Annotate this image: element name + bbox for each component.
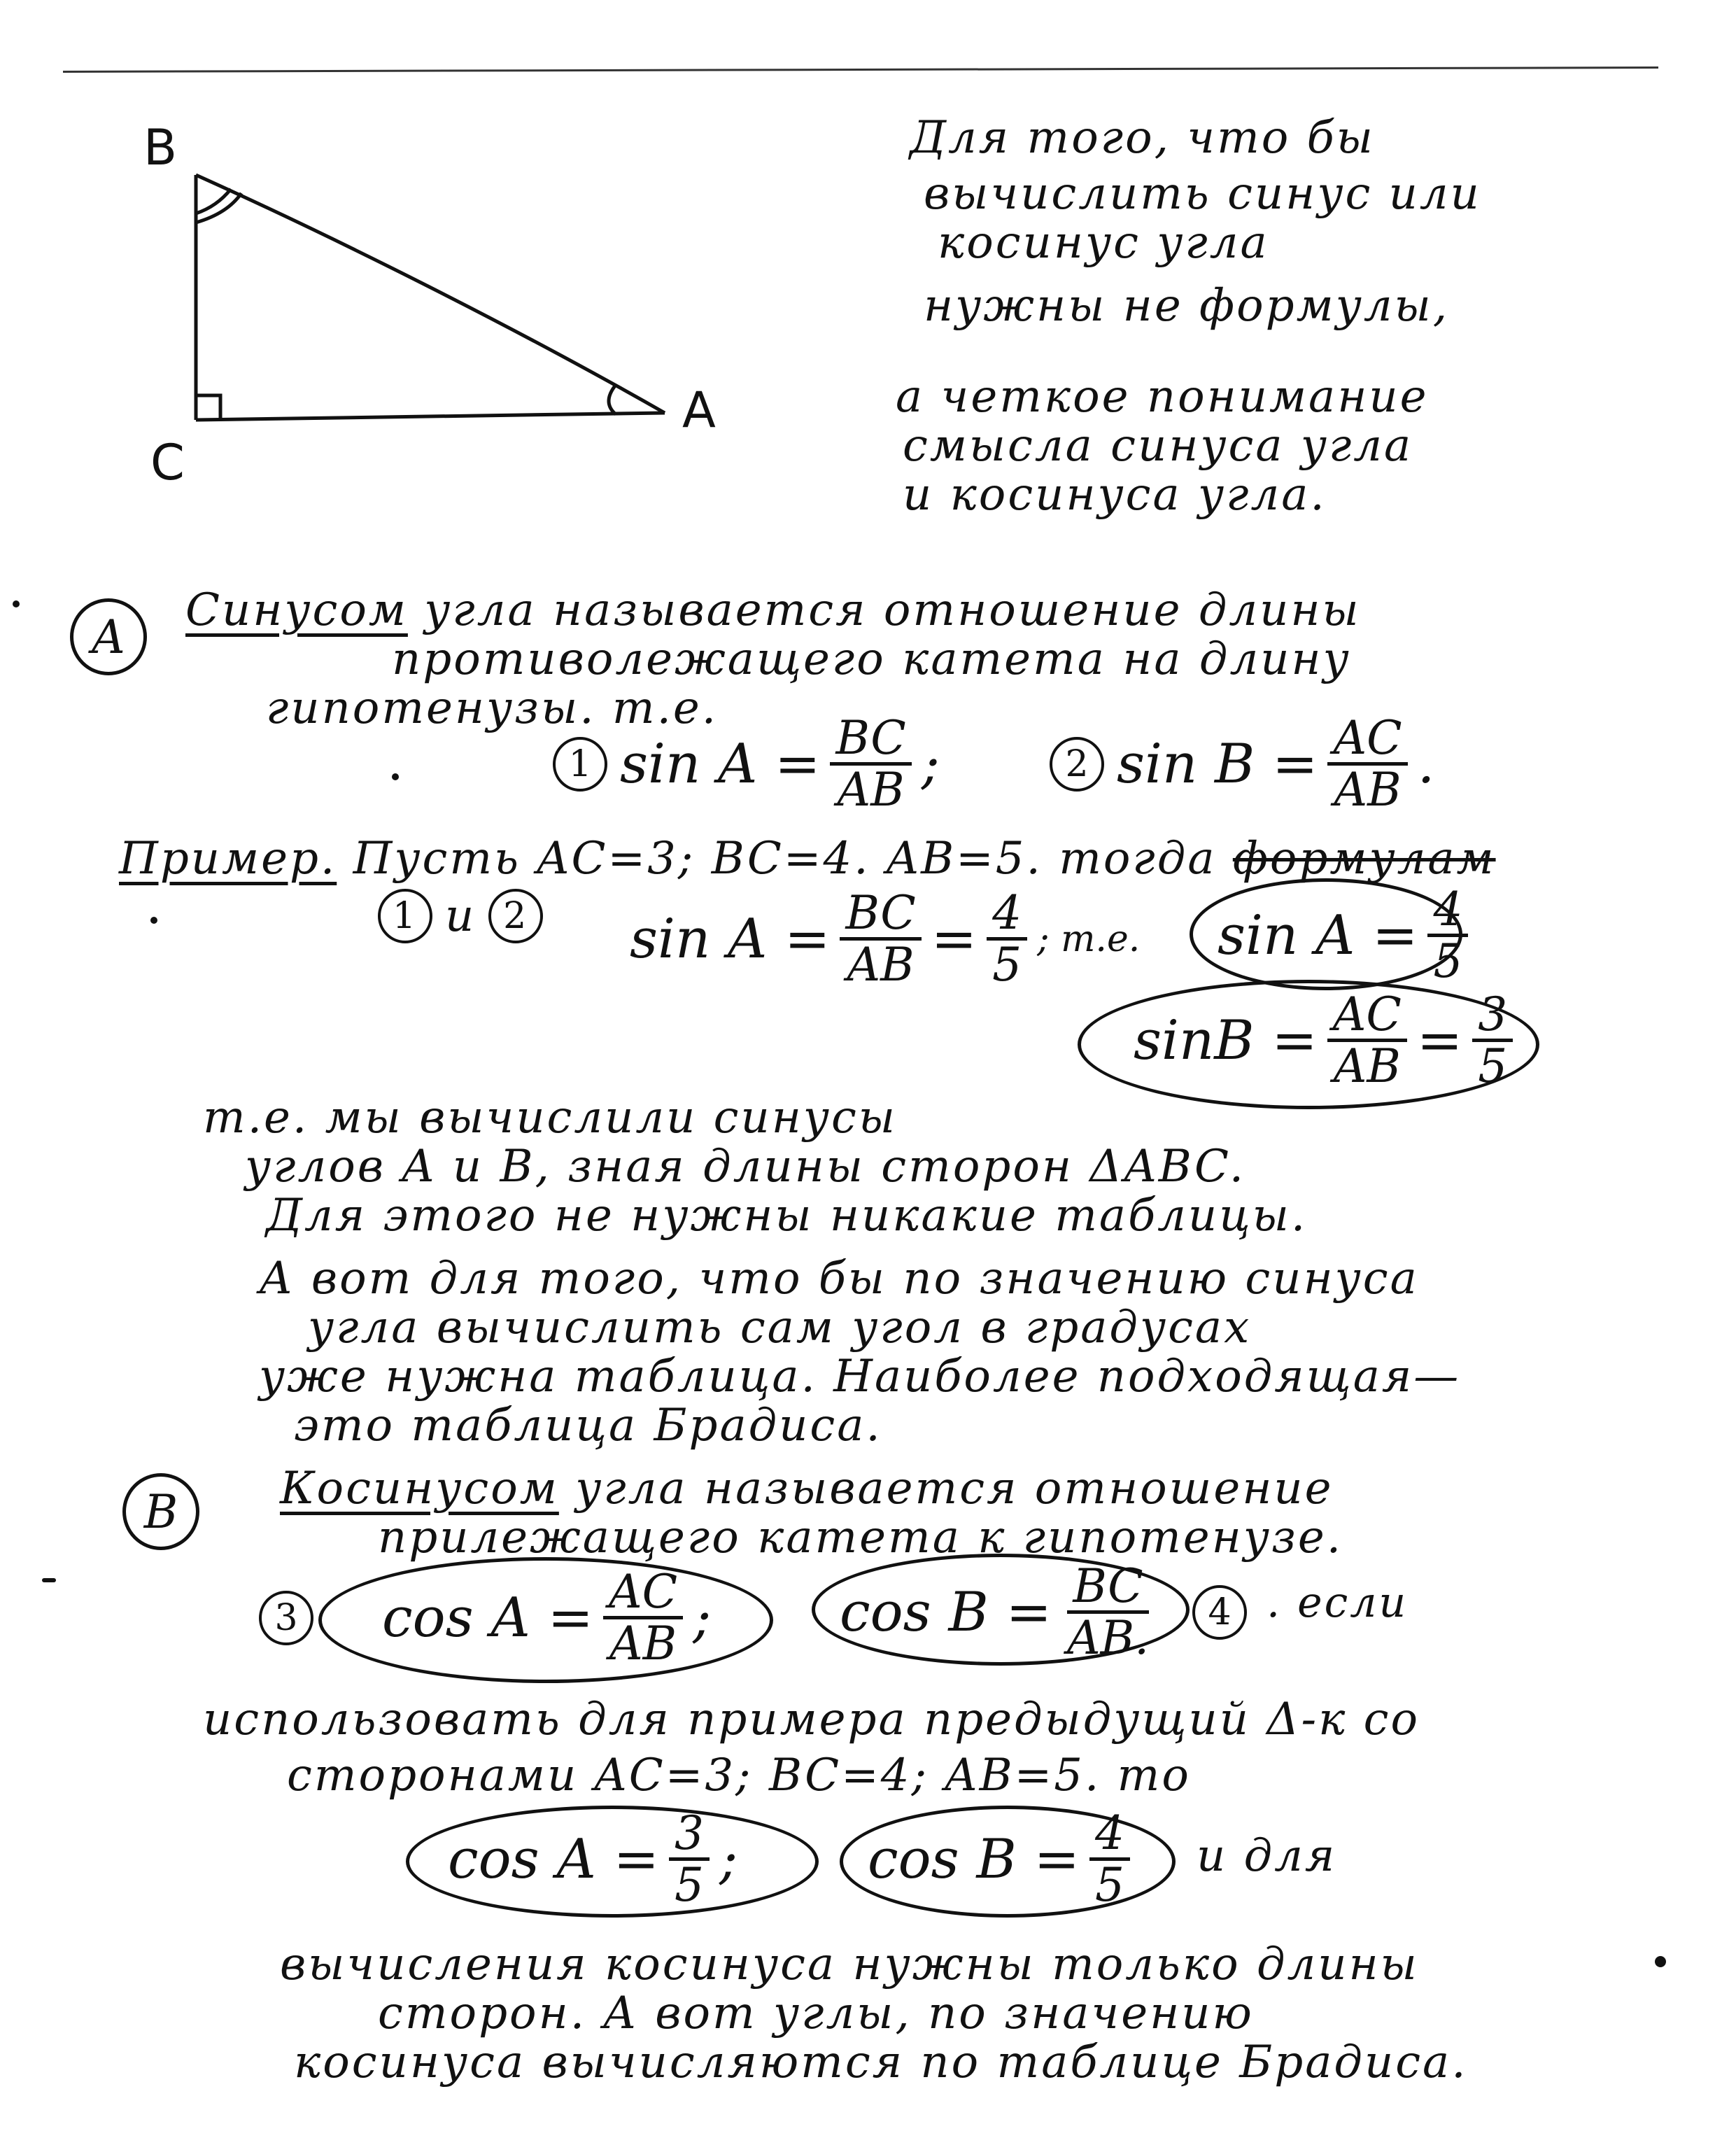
scan-speck: [42, 1578, 56, 1582]
formula-separator: ;: [921, 732, 940, 796]
fraction-numerator: AC: [1327, 714, 1407, 766]
scan-speck: [392, 773, 399, 780]
conclusion-a-line: это таблица Брадиса.: [294, 1400, 882, 1451]
ref-formula-1: 1: [378, 889, 432, 943]
formula-cos-a-fraction: [603, 1565, 683, 1671]
intro-line: вычислить синус или: [924, 168, 1481, 220]
intro-line: Для того, что бы: [910, 112, 1375, 164]
page-top-rule: [63, 66, 1658, 73]
fraction-denominator: 5: [1478, 1039, 1508, 1094]
right-angle-mark: [196, 395, 220, 420]
fraction-numerator: BC: [1067, 1562, 1148, 1614]
formula-separator: ;: [719, 1827, 738, 1891]
triangle-side-ca: [196, 413, 665, 420]
formula-end: .: [1417, 732, 1435, 796]
example-sin-a: [630, 886, 1141, 992]
example-label: Пример.: [119, 833, 337, 885]
vertex-label-c: C: [150, 434, 185, 491]
section-b-term: Косинусом: [280, 1463, 559, 1514]
example-b-line: сторонами AC=3; BC=4; AB=5. то: [287, 1750, 1191, 1801]
ref-formula-2: 2: [488, 889, 543, 943]
formula-sin-a-fraction: [830, 711, 911, 817]
fraction-numerator: BC: [840, 889, 921, 941]
fraction-numerator: 4: [1089, 1809, 1130, 1861]
example-cos-a-lhs: cos A =: [448, 1827, 659, 1891]
ref-and: и: [445, 890, 477, 942]
example-sin-a-lhs: sin A =: [630, 907, 831, 971]
conclusion-a-line: углов A и B, зная длины сторон ΔABC.: [245, 1141, 1246, 1193]
formula-cos-a: [259, 1565, 712, 1671]
angle-a-arc: [609, 385, 616, 414]
section-a-definition-line3: гипотенузы. т.е.: [266, 682, 719, 734]
example-sin-a-fraction: [840, 886, 921, 992]
fraction-denominator: 5: [992, 938, 1022, 992]
fraction-denominator: AB.: [1066, 1611, 1150, 1666]
formula-sin-a: [553, 711, 940, 817]
fraction-numerator: BC: [830, 714, 911, 766]
fraction-denominator: AB: [837, 763, 905, 817]
fraction-denominator: AB: [1333, 1039, 1401, 1094]
formula-sin-a-lhs: sin A =: [620, 732, 821, 796]
equals-sign: =: [931, 907, 978, 971]
example-cos-a-fraction: [669, 1806, 710, 1913]
intro-line: смысла синуса угла: [903, 420, 1413, 472]
section-b-def-text: угла называется отношение: [575, 1463, 1334, 1514]
formula-cos-a-lhs: cos A =: [382, 1586, 593, 1650]
formula-cos-b-fraction: [1061, 1559, 1155, 1666]
conclusion-b-line: сторон. А вот углы, по значению: [378, 1988, 1254, 2039]
example-cos-b: [868, 1806, 1140, 1913]
section-a-marker: A: [70, 598, 147, 675]
fraction-numerator: AC: [1327, 990, 1407, 1042]
example-cos-b-lhs: cos B =: [868, 1827, 1080, 1891]
fraction-denominator: 5: [1094, 1858, 1124, 1913]
boxed-sin-b-value: [1472, 987, 1513, 1094]
example-sin-a-mid: ; т.е.: [1037, 917, 1141, 960]
scan-speck: [13, 600, 20, 607]
example-cos-b-fraction: [1089, 1806, 1130, 1913]
boxed-sin-b-fraction: [1327, 987, 1407, 1094]
section-a-term: Синусом: [185, 584, 408, 636]
example-crossed-word: формулам: [1232, 833, 1496, 885]
formula-cos-b-lhs: cos B =: [840, 1580, 1052, 1644]
fraction-denominator: AB: [847, 938, 915, 992]
if-text: . если: [1266, 1578, 1409, 1627]
example-cos-a: [448, 1806, 738, 1913]
formula-sin-b: [1050, 711, 1435, 817]
boxed-sin-a-fraction: [1427, 882, 1468, 989]
boxed-sin-a: [1218, 882, 1478, 989]
example-given: Пусть AC=3; BC=4. AB=5. тогда: [353, 833, 1217, 885]
formula-separator: ;: [693, 1586, 712, 1650]
intro-line: косинус угла: [938, 217, 1269, 269]
section-b-definition-line1: [280, 1463, 1333, 1514]
boxed-sin-b: [1134, 987, 1523, 1094]
intro-line: и косинуса угла.: [903, 469, 1327, 521]
example-line1: [119, 833, 1496, 885]
right-triangle-diagram: [126, 119, 756, 511]
triangle-side-ab: [196, 175, 665, 413]
section-b-marker: B: [122, 1473, 199, 1550]
formula-number-2: 2: [1050, 737, 1104, 792]
formula-number-1: 1: [553, 737, 607, 792]
scan-speck: [150, 917, 157, 924]
conclusion-b-line: косинуса вычисляются по таблице Брадиса.: [294, 2037, 1468, 2088]
formula-sin-b-fraction: [1327, 711, 1407, 817]
intro-line: нужны не формулы,: [924, 280, 1450, 332]
vertex-label-b: B: [143, 119, 178, 176]
fraction-numerator: 3: [669, 1809, 710, 1861]
fraction-denominator: AB: [1334, 763, 1402, 817]
section-b-definition-line2: прилежащего катета к гипотенузе.: [378, 1512, 1343, 1563]
boxed-sin-b-lhs: sinB =: [1134, 1008, 1318, 1072]
conclusion-a-line: А вот для того, что бы по значению синуса: [259, 1253, 1419, 1304]
boxed-sin-a-lhs: sin A =: [1218, 903, 1418, 967]
formula-sin-b-lhs: sin B =: [1117, 732, 1318, 796]
example-refs: [378, 889, 556, 943]
example-sin-a-value: [987, 886, 1027, 992]
fraction-numerator: AC: [603, 1568, 683, 1619]
scan-speck: [1655, 1956, 1666, 1967]
section-a-definition-line1: [185, 584, 1361, 636]
fraction-denominator: 5: [1433, 934, 1463, 989]
and-for-text: и для: [1197, 1830, 1337, 1882]
conclusion-b-line: вычисления косинуса нужны только длины: [280, 1939, 1419, 1990]
conclusion-a-line: т.е. мы вычислили синусы: [203, 1092, 897, 1144]
equals-sign: =: [1416, 1008, 1463, 1072]
conclusion-a-line: уже нужна таблица. Наиболее подходящая—: [259, 1351, 1461, 1402]
fraction-numerator: 4: [1427, 885, 1468, 937]
conclusion-a-line: угла вычислить сам угол в градусах: [308, 1302, 1252, 1353]
fraction-denominator: AB: [609, 1617, 677, 1671]
formula-cos-b: [840, 1559, 1259, 1666]
vertex-label-a: A: [682, 381, 716, 439]
formula-number-3: 3: [259, 1591, 313, 1645]
section-a-def-text: угла называется отношение длины: [424, 584, 1361, 636]
example-b-line: использовать для примера предыдущий Δ-к со: [203, 1694, 1420, 1745]
formula-number-4: 4: [1192, 1585, 1247, 1640]
angle-b-arc-2: [196, 193, 241, 223]
fraction-denominator: 5: [674, 1858, 704, 1913]
fraction-numerator: 4: [987, 889, 1027, 941]
fraction-numerator: 3: [1472, 990, 1513, 1042]
section-a-definition-line2: противолежащего катета на длину: [392, 633, 1351, 685]
conclusion-a-line: Для этого не нужны никакие таблицы.: [266, 1190, 1308, 1242]
intro-line: а четкое понимание: [896, 371, 1429, 423]
